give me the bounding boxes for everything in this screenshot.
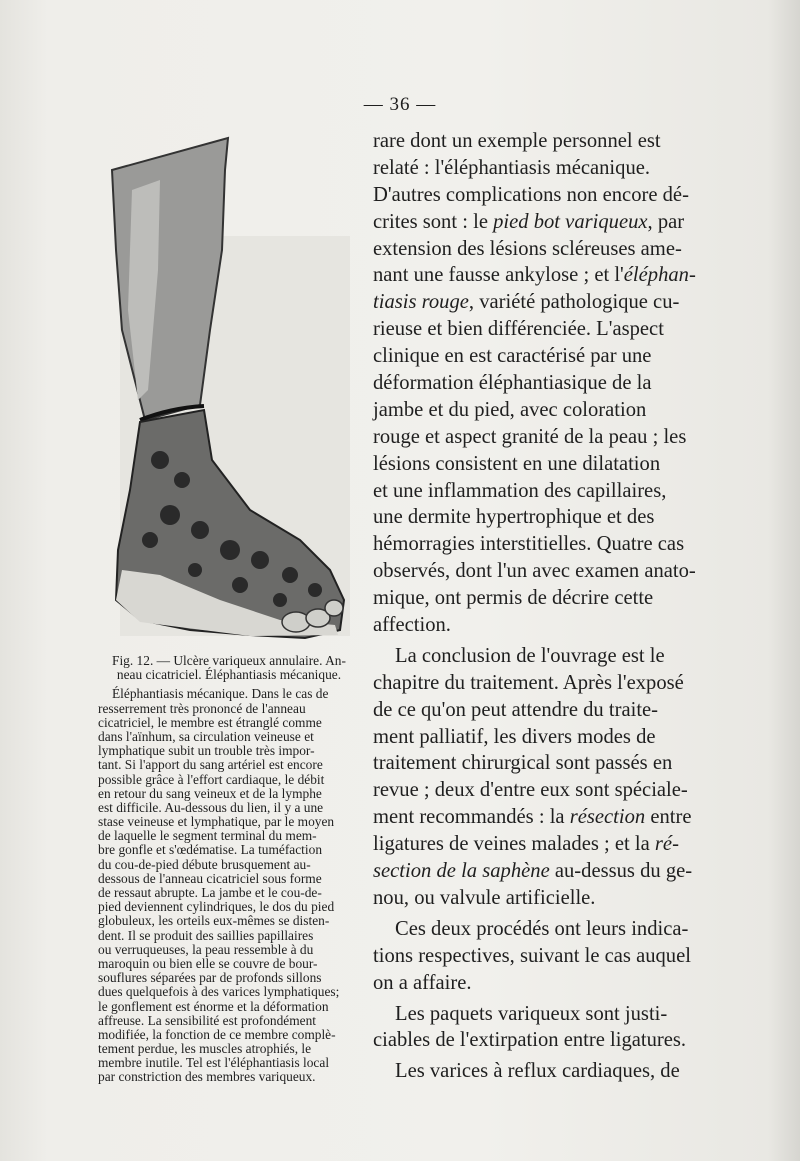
body-text: au-dessus du ge- — [549, 860, 693, 883]
body-line: ment palliatif, les divers modes de — [373, 725, 656, 748]
body-line — [373, 262, 698, 289]
note-line: le gonflement est énorme et la déformation — [98, 998, 329, 1014]
body-line: observés, dont l'un avec examen anato- — [373, 560, 696, 583]
body-text: nant une fausse ankylose ; et l' — [373, 264, 624, 287]
note-line: affreuse. La sensibilité est profondément — [98, 1012, 317, 1028]
italic-term: ré- — [654, 833, 679, 856]
figure-illustration — [100, 130, 358, 650]
body-line: rouge et aspect granité de la peau ; les — [373, 425, 687, 448]
body-line: extension des lésions scléreuses ame- — [373, 237, 682, 260]
note-line: lymphatique subit un trouble très impor- — [98, 743, 315, 759]
body-line — [373, 209, 698, 236]
italic-term: résection — [569, 806, 646, 829]
body-line: lésions consistent en une dilatation — [373, 452, 661, 475]
note-line: de laquelle le segment terminal du mem- — [98, 828, 317, 844]
note-line: maroquin ou bien elle se couvre de bour- — [98, 955, 318, 971]
note-line: dues quelquefois à des varices lymphatiques; — [98, 984, 340, 1000]
note-line: Éléphantiasis mécanique. Dans le cas de — [112, 686, 329, 702]
note-line: par constriction des membres variqueux. — [98, 1069, 316, 1085]
body-line: traitement chirurgical sont passés en — [373, 752, 673, 775]
note-line: dans l'aïnhum, sa circulation veineuse et — [98, 728, 314, 744]
italic-term: tiasis rouge — [373, 291, 469, 314]
body-line: de ce qu'on peut attendre du traite- — [373, 698, 659, 721]
note-line: stase veineuse et lymphatique, par le moyen — [98, 814, 335, 830]
body-line: rieuse et bien différenciée. L'aspect — [373, 318, 664, 341]
body-line — [373, 831, 698, 858]
body-line: Les paquets variqueux sont justi- — [395, 1002, 668, 1025]
body-line: mique, ont permis de décrire cette — [373, 587, 654, 610]
body-text-column — [373, 128, 698, 1085]
caption-line: Fig. 12. — Ulcère variqueux annulaire. An- — [112, 653, 346, 668]
figure-caption-block — [98, 654, 360, 1085]
body-text: , variété pathologique cu- — [468, 291, 680, 314]
body-line: affection. — [373, 614, 451, 637]
italic-term: section de la saphène — [373, 860, 550, 883]
body-line: La conclusion de l'ouvrage est le — [395, 644, 665, 667]
body-text: ment recommandés : la — [373, 806, 570, 829]
note-line: dessous de l'anneau cicatriciel sous forme — [98, 870, 322, 886]
body-text: , par — [647, 210, 685, 233]
body-line: Les varices à reflux cardiaques, de — [395, 1060, 680, 1083]
note-line: de ressaut abrupte. La jambe et le cou-de- — [98, 885, 322, 900]
body-line: D'autres complications non encore dé- — [373, 183, 689, 206]
note-line: souflures séparées par de profonds sillons — [98, 970, 322, 986]
body-line: rare dont un exemple personnel est — [373, 130, 661, 152]
body-line — [373, 858, 698, 885]
note-line: tant. Si l'apport du sang artériel est encore — [98, 757, 323, 773]
note-line: possible grâce à l'effort cardiaque, le débit — [98, 771, 325, 787]
body-line: hémorragies interstitielles. Quatre cas — [373, 533, 685, 556]
caption-line: neau cicatriciel. Éléphantiasis mécanique. — [116, 667, 342, 683]
note-line: resserrement très prononcé de l'anneau — [98, 700, 306, 716]
body-line: jambe et du pied, avec coloration — [373, 398, 647, 421]
page-number: — 36 — — [363, 94, 437, 115]
note-line: du cou-de-pied débute brusquement au- — [98, 856, 311, 872]
body-text: crites sont : le — [373, 210, 494, 233]
body-line — [373, 289, 698, 316]
body-text: ligatures de veines malades ; et la — [373, 833, 655, 856]
note-line: en retour du sang veineux et de la lymphe — [98, 785, 322, 801]
note-line: membre inutile. Tel est l'éléphantiasis local — [98, 1055, 330, 1071]
body-line: et une inflammation des capillaires, — [373, 479, 667, 502]
note-line: dent. Il se produit des saillies papillaires — [98, 927, 314, 943]
body-line: une dermite hypertrophique et des — [373, 506, 655, 529]
note-line: globuleux, les orteils eux-mêmes se disten- — [98, 913, 330, 929]
body-line: nou, ou valvule artificielle. — [373, 886, 596, 909]
body-line: revue ; deux d'entre eux sont spéciale- — [373, 779, 688, 802]
note-line: est difficile. Au-dessous du lien, il y a une — [98, 799, 324, 815]
body-line: tions respectives, suivant le cas auquel — [373, 944, 691, 967]
body-text: entre — [645, 806, 692, 829]
note-line: cicatriciel, le membre est étranglé comme — [98, 714, 322, 730]
body-line: on a affaire. — [373, 971, 472, 994]
note-line: bre gonfle et s'œdématise. La tuméfaction — [98, 842, 323, 858]
note-line: modifiée, la fonction de ce membre complè- — [98, 1026, 336, 1042]
body-line: chapitre du traitement. Après l'exposé — [373, 671, 684, 694]
note-line: tement perdue, les muscles atrophiés, le — [98, 1041, 312, 1057]
leg-illustration — [100, 130, 358, 650]
body-line: déformation éléphantiasique de la — [373, 372, 652, 395]
note-line: ou verruqueuses, la peau ressemble à du — [98, 941, 314, 957]
italic-term: pied bot variqueux — [493, 210, 648, 233]
body-line: relaté : l'éléphantiasis mécanique. — [373, 156, 651, 179]
body-line: clinique en est caractérisé par une — [373, 345, 652, 368]
body-line — [373, 804, 698, 831]
note-line: pied deviennent cylindriques, le dos du pied — [98, 899, 335, 915]
italic-term: éléphan- — [623, 264, 696, 287]
body-line: Ces deux procédés ont leurs indica- — [395, 917, 689, 940]
body-line: ciables de l'extirpation entre ligatures. — [373, 1029, 687, 1052]
